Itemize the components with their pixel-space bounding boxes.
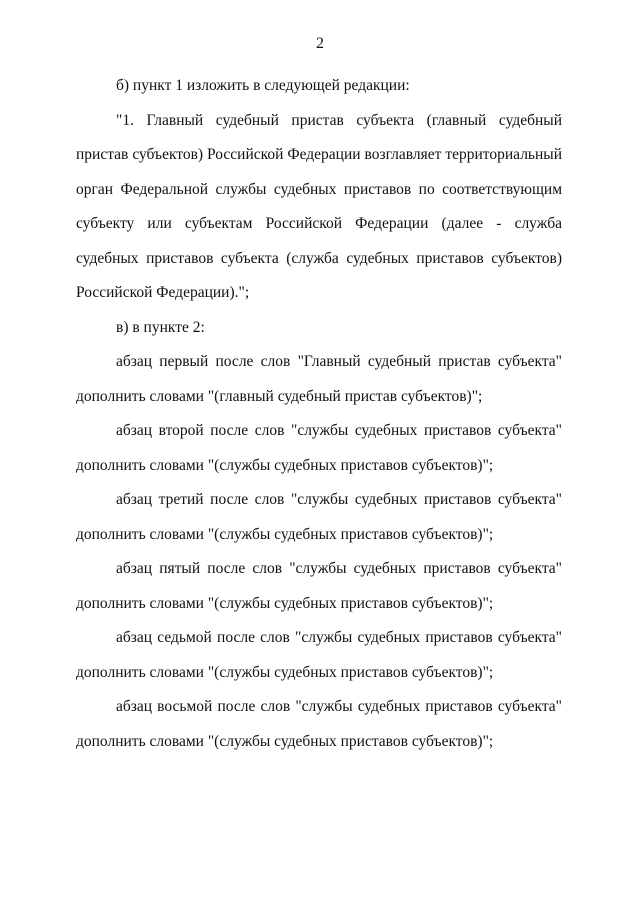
paragraph-abzac-7: абзац седьмой после слов "службы судебных приставов субъекта" дополнить словами "(службы судебных приставов субъектов)"; [76,629,562,681]
paragraph-abzac-8: абзац восьмой после слов "службы судебных приставов субъекта" дополнить словами "(службы судебных приставов субъектов)"; [76,698,562,750]
paragraph-abzac-3: абзац третий после слов "службы судебных приставов субъекта" дополнить словами "(службы судебных приставов субъектов)"; [76,491,562,543]
paragraph-abzac-2: абзац второй после слов "службы судебных приставов субъекта" дополнить словами "(службы судебных приставов субъектов)"; [76,422,562,474]
paragraph-amend-point-1-intro: б) пункт 1 изложить в следующей редакции: [116,77,410,94]
document-body [76,69,562,759]
paragraph-point-2-intro: в) в пункте 2: [116,318,205,336]
paragraph-abzac-1: абзац первый после слов "Главный судебный пристав субъекта" дополнить словами "(главный судебный пристав субъектов)"; [76,353,562,405]
paragraph-point-1-new-wording: "1. Главный судебный пристав субъекта (главный судебный пристав субъектов) Российской Федерации возглавляет территориальный орган Федеральной службы судебных приставов по соответствующим субъекту или субъектам Российской Федерации (далее - служба судебных приставов субъекта (служба судебных приставов субъектов) Российской Федерации)."; [76,111,562,301]
page-number: 2 [316,35,324,52]
paragraph-abzac-5: абзац пятый после слов "службы судебных приставов субъекта" дополнить словами "(службы судебных приставов субъектов)"; [76,560,562,612]
